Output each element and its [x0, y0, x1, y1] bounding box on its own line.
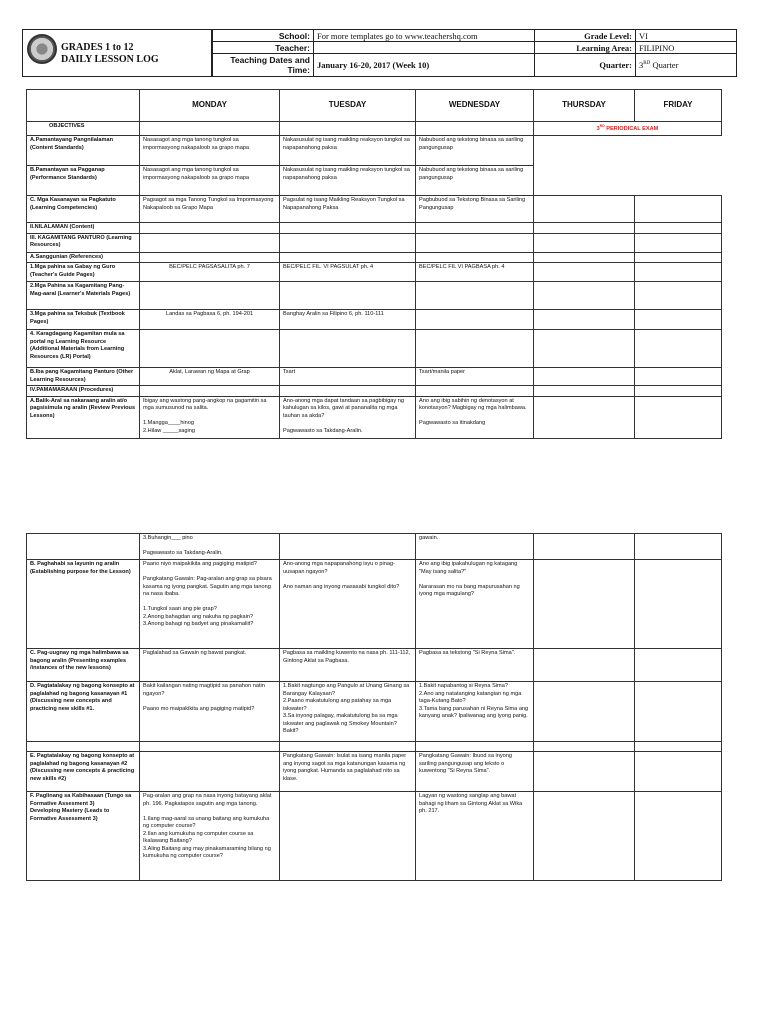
thursday-cell	[534, 233, 635, 252]
friday-cell	[635, 792, 722, 881]
friday-cell	[635, 682, 722, 742]
thursday-cell	[534, 386, 635, 397]
friday-cell	[635, 233, 722, 252]
thursday-cell	[534, 252, 635, 263]
lesson-row	[27, 368, 722, 386]
thursday-cell	[534, 752, 635, 792]
monday-cell: Pagsagot sa mga Tanong Tungkol sa Impormasyong Nakapaloob sa Grapo Mapa	[140, 196, 280, 223]
lesson-row	[27, 166, 722, 196]
meta-table	[212, 29, 737, 77]
monday-cell	[140, 233, 280, 252]
monday-cell: Nasasagot ang mga tanong tungkol sa impormasyong nakapaloob sa grapo mapa	[140, 166, 280, 196]
tuesday-cell	[280, 330, 416, 368]
friday-cell	[635, 742, 722, 752]
tuesday-cell	[280, 223, 416, 234]
tuesday-cell: Pagsulat ng isang Maikling Reaksyon Tungkol sa Napapanahong Paksa	[280, 196, 416, 223]
row-label: 1.Mga pahina sa Gabay ng Guro (Teacher's Guide Pages)	[27, 263, 140, 282]
brand-title: GRADES 1 to 12	[61, 42, 134, 53]
monday-cell: Landas sa Pagbasa 6, ph. 194-201	[140, 310, 280, 330]
monday-cell: Paano niyo maipakikita ang pagiging matipid? Pangkatang Gawain: Pag-aralan ang grap sa pisara kasama ng iyong pangkat. Sagutin ang mga tanong na nasa ibaba. 1.Tungkol saan ang pie grap? 2.Anong bahagdan ang nakuha ng pagkain? 3.Anong bahagi ng badyet ang pinakamaliit?	[140, 560, 280, 649]
wednesday-cell: Ano ang ibig ipakahulugan ng katagang "May isang salita?" Nararasan mo na bang mapurusahan ng iyong mga magulang?	[416, 560, 534, 649]
thursday-cell	[534, 682, 635, 742]
area-value: FILIPINO	[636, 42, 737, 54]
lesson-row	[27, 196, 722, 223]
friday-cell	[635, 223, 722, 234]
row-label: D. Pagtatalakay ng bagong konsepto at paglalahad ng bagong kasanayan #1 (Discussing new concepts and practicing new skills #1.	[27, 682, 140, 742]
lesson-row	[27, 263, 722, 282]
wednesday-cell: Nabubuod ang tekstong binasa sa sariling pangungusap	[416, 136, 534, 166]
corner-cell	[27, 90, 140, 122]
wednesday-cell: Nabubuod ang tekstong binasa sa sariling pangungusap	[416, 166, 534, 196]
tuesday-cell	[280, 252, 416, 263]
lesson-row	[27, 252, 722, 263]
deped-seal-icon	[27, 34, 57, 64]
row-label: 4. Karagdagang Kagamitan mula sa portal ng Learning Resource (Additional Materials from Learning Resources (LR) Portal)	[27, 330, 140, 368]
header-block	[22, 29, 745, 77]
thursday-cell	[534, 742, 635, 752]
lesson-row	[27, 560, 722, 649]
school-label: School:	[213, 30, 314, 42]
row-label	[27, 534, 140, 560]
row-label: B.Pamantayan sa Pagganap (Performance Standards)	[27, 166, 140, 196]
tuesday-cell: Nakasusulat ng isang maikling reaksyon tungkol sa napapanahong paksa	[280, 166, 416, 196]
monday-cell: BEC/PELC PAGSASALITA ph. 7	[140, 263, 280, 282]
grade-label: Grade Level:	[535, 30, 636, 42]
tuesday-cell	[280, 742, 416, 752]
lesson-row	[27, 223, 722, 234]
row-label: 2.Mga Pahina sa Kagamitang Pang-Mag-aaral (Learner's Materials Pages)	[27, 282, 140, 310]
row-label: F. Paglinang sa Kabihasaan (Tungo sa Formative Assesment 3) Developing Mastery (Leads to Formative Assessment 3)	[27, 792, 140, 881]
monday-cell: Pag-aralan ang grap na nasa inyong batayang aklat ph. 196. Pagkatapos sagutin ang mga tanong. 1.Ilang mag-aaral sa unang baitang ang kumukuha ng computer course? 2.Ilan ang kumukuha ng computer course sa Ikalawang Baitang? 3.Aling Baitang ang may pinakamaraming bilang ng kumukuha ng computer course?	[140, 792, 280, 881]
monday-cell	[140, 752, 280, 792]
tuesday-cell	[280, 233, 416, 252]
day-friday: FRIDAY	[635, 90, 722, 122]
tuesday-cell: Nakasusulat ng isang maikling reaksyon tungkol sa napapanahong paksa	[280, 136, 416, 166]
wednesday-cell	[416, 223, 534, 234]
wednesday-cell	[416, 233, 534, 252]
friday-cell	[635, 368, 722, 386]
thursday-cell	[534, 649, 635, 682]
wednesday-cell: Pagbubuod sa Tekstong Binasa sa Sariling Pangungusap	[416, 196, 534, 223]
friday-cell	[635, 263, 722, 282]
monday-cell: Paglalahad sa Gawain ng bawat pangkat.	[140, 649, 280, 682]
lesson-row	[27, 330, 722, 368]
dates-label: Teaching Dates and Time:	[213, 54, 314, 77]
lesson-row	[27, 742, 722, 752]
monday-cell	[140, 252, 280, 263]
lesson-row	[27, 136, 722, 166]
tuesday-cell	[280, 282, 416, 310]
row-label: 3.Mga pahina sa Teksbuk (Textbook Pages)	[27, 310, 140, 330]
day-monday: MONDAY	[140, 90, 280, 122]
lesson-grid-page-1	[26, 89, 722, 439]
lesson-row	[27, 396, 722, 438]
friday-cell	[635, 534, 722, 560]
monday-cell	[140, 330, 280, 368]
page-1	[0, 0, 768, 480]
thursday-cell	[534, 560, 635, 649]
wednesday-cell: BEC/PELC FIL VI PAGBASA ph. 4	[416, 263, 534, 282]
tuesday-cell	[280, 534, 416, 560]
quarter-label: Quarter:	[535, 54, 636, 77]
wednesday-cell	[416, 282, 534, 310]
monday-cell: Ibigay ang wastong pang-angkop na gagamitin sa mga sumusunod na salita. 1.Mangga____hinog 2.Hilaw _____saging	[140, 396, 280, 438]
friday-cell	[635, 252, 722, 263]
tuesday-cell: Ano-anong mga dapat tandaan sa pagbibigay ng kahulugan sa kilos, gawi at pananalita ng mga tauhan sa akda? Pagwawasto sa Takdang-Aralin.	[280, 396, 416, 438]
wednesday-cell: Lagyan ng wastong sanglap ang bawat bahagi ng liham sa Gintong Aklat sa Wika ph. 217.	[416, 792, 534, 881]
lesson-row	[27, 233, 722, 252]
wednesday-cell: Tsart/manila paper	[416, 368, 534, 386]
area-label: Learning Area:	[535, 42, 636, 54]
tuesday-cell: BEC/PELC FIL. VI PAGSULAT ph. 4	[280, 263, 416, 282]
tuesday-cell	[280, 386, 416, 397]
thursday-cell	[534, 282, 635, 310]
tuesday-cell: Banghay Aralin sa Filipino 6, ph. 110-111	[280, 310, 416, 330]
friday-cell	[635, 396, 722, 438]
thursday-cell	[534, 792, 635, 881]
page-2	[0, 530, 768, 1024]
lesson-row	[27, 682, 722, 742]
friday-cell	[635, 196, 722, 223]
row-label: B. Paghahabi sa layunin ng aralin (Establishing purpose for the Lesson)	[27, 560, 140, 649]
wednesday-cell: 1.Bakit napabantog si Reyna Sima? 2.Ano ang natatanging katangian ng mga taga-Kutang Bato? 3.Tama bang parusahan ni Reyna Sima ang kanyang anak? Ipaliwanag ang iyong panig.	[416, 682, 534, 742]
dates-value: January 16-20, 2017 (Week 10)	[314, 54, 535, 77]
row-label: A.Balik-Aral sa nakaraang aralin at/o pagsisimula ng aralin (Review Previous Lessons)	[27, 396, 140, 438]
tuesday-cell: Pangkatang Gawain: Isulat sa isang manila paper ang inyong sagot sa mga katanungan kasama ng iyong pangkat. Humanda sa paglalahad nito sa klase.	[280, 752, 416, 792]
lesson-row	[27, 649, 722, 682]
day-wednesday: WEDNESDAY	[416, 90, 534, 122]
thursday-cell	[534, 196, 635, 223]
friday-cell	[635, 752, 722, 792]
lesson-row	[27, 282, 722, 310]
tuesday-cell: Pagbasa sa maikling kuwento na nasa ph. 111-112, Gintong Aklat sa Pagbasa.	[280, 649, 416, 682]
friday-cell	[635, 386, 722, 397]
lesson-row	[27, 534, 722, 560]
row-label: C. Mga Kasanayan sa Pagkatuto (Learning Competencies)	[27, 196, 140, 223]
tuesday-cell: 1.Bakit nagtungo ang Pangulo at Unang Ginang sa Barangay Kalayaan? 2.Paano makatutulong ang patahay sa mga iskwater? 3.Sa inyong palagay, makatutulong ba sa mga iskwater ang paglawak ng Smokey Mountain? Bakit?	[280, 682, 416, 742]
quarter-value: 3RD Quarter	[636, 54, 737, 77]
day-tuesday: TUESDAY	[280, 90, 416, 122]
periodical-exam-note: 3RD PERIODICAL EXAM	[534, 122, 722, 136]
monday-cell: Nasasagot ang mga tanong tungkol sa impormasyong nakapaloob sa grapo mapa	[140, 136, 280, 166]
row-label: A.Sanggunian (References)	[27, 252, 140, 263]
monday-cell	[140, 386, 280, 397]
row-label: A.Pamantayang Pangnilalaman (Content Standards)	[27, 136, 140, 166]
teacher-label: Teacher:	[213, 42, 314, 54]
grade-value: VI	[636, 30, 737, 42]
wednesday-cell: Pangkatang Gawain: Ibuod sa inyong sariling pangungusap ang teksto o kuwentong "Si Reyna Sima".	[416, 752, 534, 792]
row-label: C. Pag-uugnay ng mga halimbawa sa bagong aralin (Presenting examples /instances of the new lessons)	[27, 649, 140, 682]
row-label: IV.PAMAMARAAN (Procedures)	[27, 386, 140, 397]
row-label: E. Pagtatalakay ng bagong konsepto at paglalahad ng bagong kasanayan #2 (Discussing new concepts & practicing new skills #2)	[27, 752, 140, 792]
friday-cell	[635, 282, 722, 310]
thursday-cell	[534, 534, 635, 560]
friday-cell	[635, 649, 722, 682]
monday-cell: 3.Buhangin___ pino Pagwawasto sa Takdang-Aralin.	[140, 534, 280, 560]
wednesday-cell	[416, 386, 534, 397]
lesson-row	[27, 386, 722, 397]
row-label: III. KAGAMITANG PANTURO (Learning Resources)	[27, 233, 140, 252]
monday-cell	[140, 742, 280, 752]
row-label: B.Iba pang Kagamitang Panturo (Other Learning Resources)	[27, 368, 140, 386]
brand-subtitle: DAILY LESSON LOG	[61, 54, 159, 65]
wednesday-cell	[416, 310, 534, 330]
wednesday-cell: gawain.	[416, 534, 534, 560]
school-value: For more templates go to www.teachershq.com	[314, 30, 535, 42]
day-header-row	[27, 90, 722, 122]
monday-cell	[140, 282, 280, 310]
thursday-cell	[534, 310, 635, 330]
thursday-cell	[534, 368, 635, 386]
tuesday-cell	[280, 792, 416, 881]
objectives-row	[27, 122, 722, 136]
thursday-cell	[534, 263, 635, 282]
thursday-cell	[534, 223, 635, 234]
friday-cell	[635, 560, 722, 649]
wednesday-cell	[416, 252, 534, 263]
wednesday-cell: Ano ang ibig sabihin ng denotasyon at konotasyon? Magbigay ng mga halimbawa. Pagwawasto sa itinakdang	[416, 396, 534, 438]
lesson-row	[27, 310, 722, 330]
tuesday-cell: Tsart	[280, 368, 416, 386]
wednesday-cell	[416, 742, 534, 752]
day-thursday: THURSDAY	[534, 90, 635, 122]
row-label	[27, 742, 140, 752]
teacher-value	[314, 42, 535, 54]
monday-cell: Bakit kailangan nating magtipid sa panahon natin ngayon? Paano mo maipakikita ang pagiging matipid?	[140, 682, 280, 742]
row-label: II.NILALAMAN (Content)	[27, 223, 140, 234]
page-gap	[0, 480, 768, 530]
thursday-cell	[534, 396, 635, 438]
objectives-heading: OBJECTIVES	[27, 122, 140, 136]
wednesday-cell	[416, 330, 534, 368]
lesson-row	[27, 752, 722, 792]
thursday-cell	[534, 330, 635, 368]
lesson-row	[27, 792, 722, 881]
wednesday-cell: Pagbasa sa tekstong "Si Reyna Sima".	[416, 649, 534, 682]
monday-cell	[140, 223, 280, 234]
monday-cell: Aklat, Larawan ng Mapa at Grap	[140, 368, 280, 386]
friday-cell	[635, 310, 722, 330]
brand-box	[22, 29, 212, 77]
tuesday-cell: Ano-anong mga napapanahong isyu o pinag-uusapan ngayon? Ano naman ang inyong masasabi tungkol dito?	[280, 560, 416, 649]
lesson-grid-page-2	[26, 533, 722, 881]
friday-cell	[635, 330, 722, 368]
